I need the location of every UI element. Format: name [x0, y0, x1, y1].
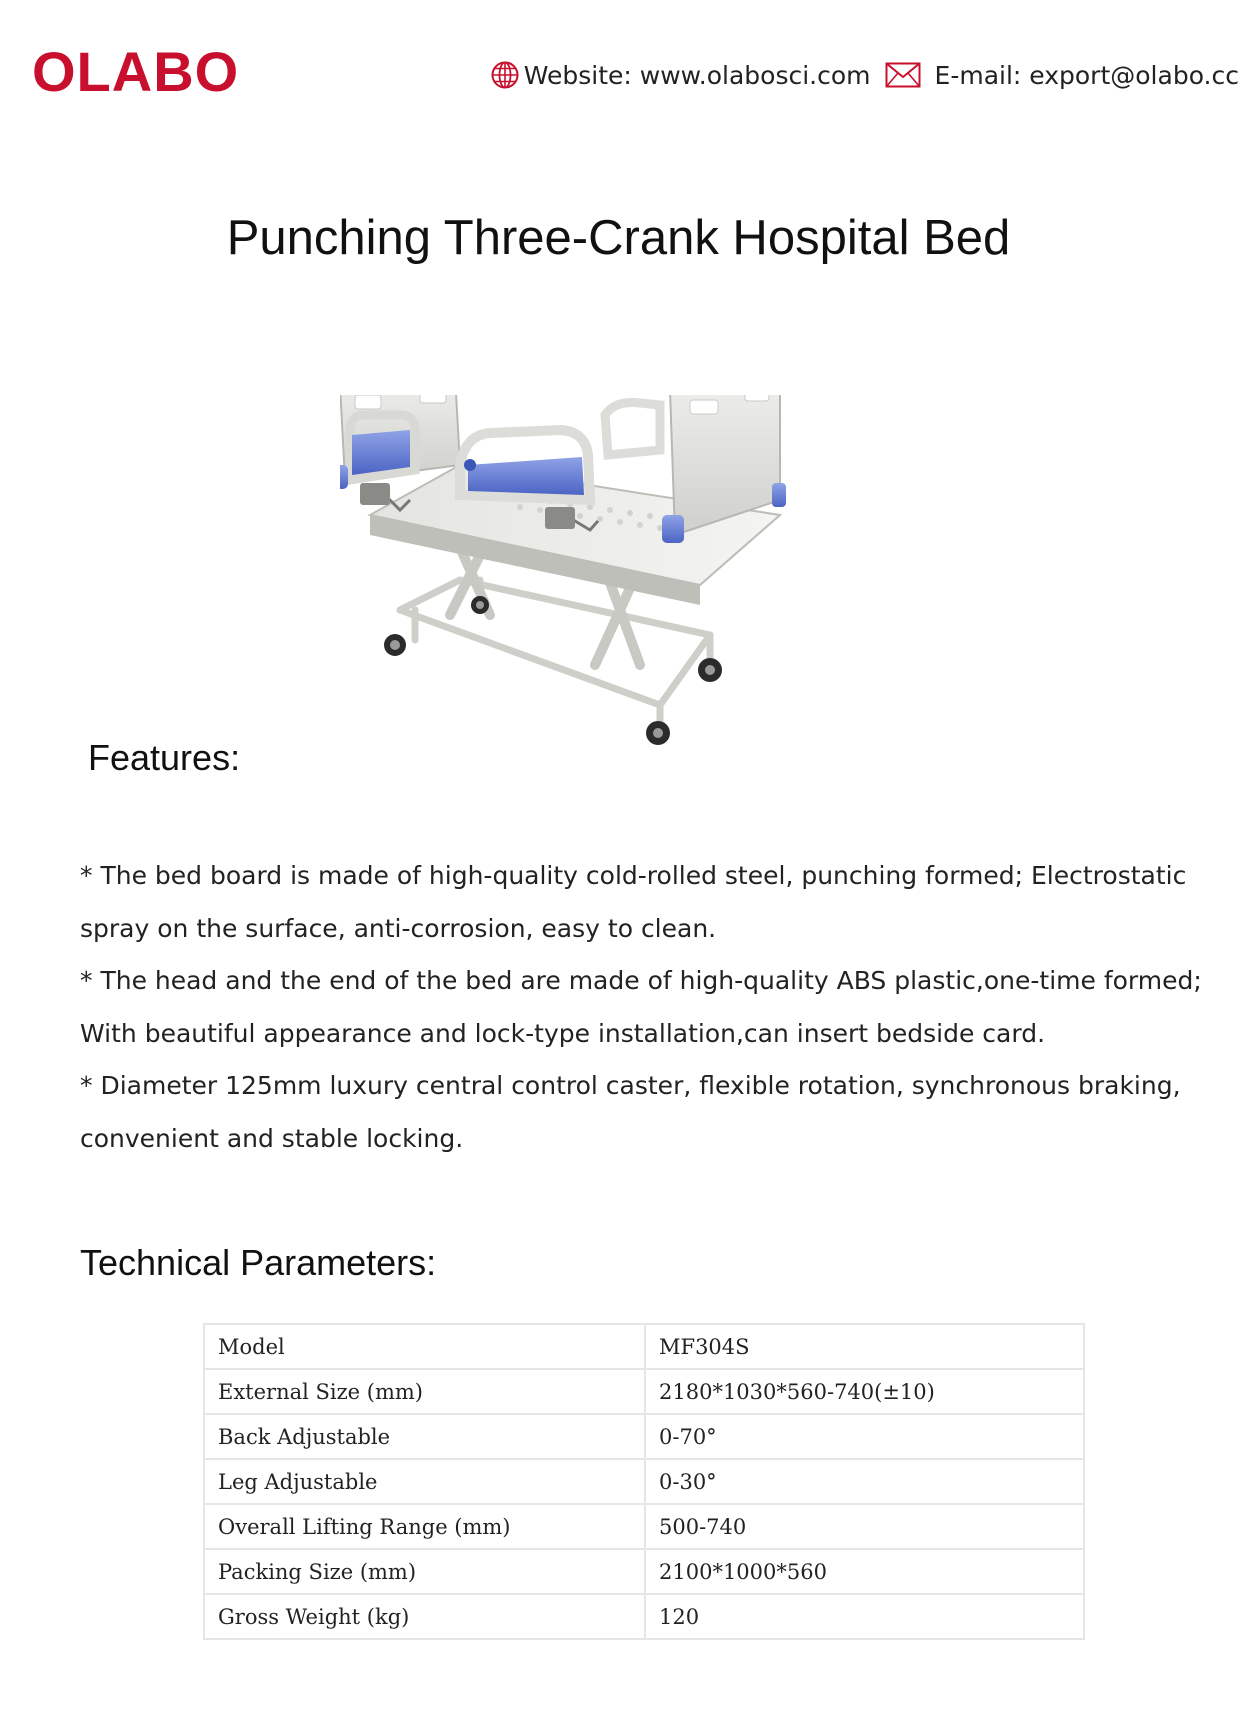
technical-parameters-heading: Technical Parameters: [80, 1242, 437, 1283]
olabo-logo: OLABO [32, 40, 240, 103]
param-value: 2100*1000*560 [645, 1549, 1084, 1594]
product-title: Punching Three-Crank Hospital Bed [226, 211, 1011, 265]
website-text[interactable]: Website: www.olabosci.com [523, 60, 871, 90]
table-row [204, 1459, 1084, 1504]
email-text[interactable]: E-mail: export@olabo.cc [934, 60, 1239, 90]
features-heading: Features: [88, 737, 241, 778]
technical-parameters-table [203, 1323, 1085, 1640]
param-value: 120 [645, 1594, 1084, 1639]
param-key: Gross Weight (kg) [204, 1594, 645, 1639]
param-value: MF304S [645, 1324, 1084, 1369]
features-list [80, 850, 1240, 1165]
param-key: Back Adjustable [204, 1414, 645, 1459]
param-value: 0-30° [645, 1459, 1084, 1504]
feature-paragraph: * The head and the end of the bed are made of high-quality ABS plastic,one-time formed; With beautiful appearance and lock-type installation,can insert bedside card. [80, 966, 1202, 1048]
envelope-icon [885, 62, 921, 88]
param-key: External Size (mm) [204, 1369, 645, 1414]
table-row [204, 1594, 1084, 1639]
param-key: Packing Size (mm) [204, 1549, 645, 1594]
param-key: Model [204, 1324, 645, 1369]
param-key: Overall Lifting Range (mm) [204, 1504, 645, 1549]
param-value: 500-740 [645, 1504, 1084, 1549]
globe-icon [490, 60, 520, 90]
hospital-bed-image [340, 395, 870, 755]
table-row [204, 1324, 1084, 1369]
table-row [204, 1549, 1084, 1594]
table-row [204, 1504, 1084, 1549]
contact-bar [490, 60, 1239, 90]
feature-paragraph: * Diameter 125mm luxury central control caster, flexible rotation, synchronous braking, convenient and stable locking. [80, 1071, 1181, 1153]
param-key: Leg Adjustable [204, 1459, 645, 1504]
param-value: 0-70° [645, 1414, 1084, 1459]
table-row [204, 1369, 1084, 1414]
param-value: 2180*1030*560-740(±10) [645, 1369, 1084, 1414]
table-row [204, 1414, 1084, 1459]
feature-paragraph: * The bed board is made of high-quality cold-rolled steel, punching formed; Electrostatic spray on the surface, anti-corrosion, easy to clean. [80, 861, 1187, 943]
